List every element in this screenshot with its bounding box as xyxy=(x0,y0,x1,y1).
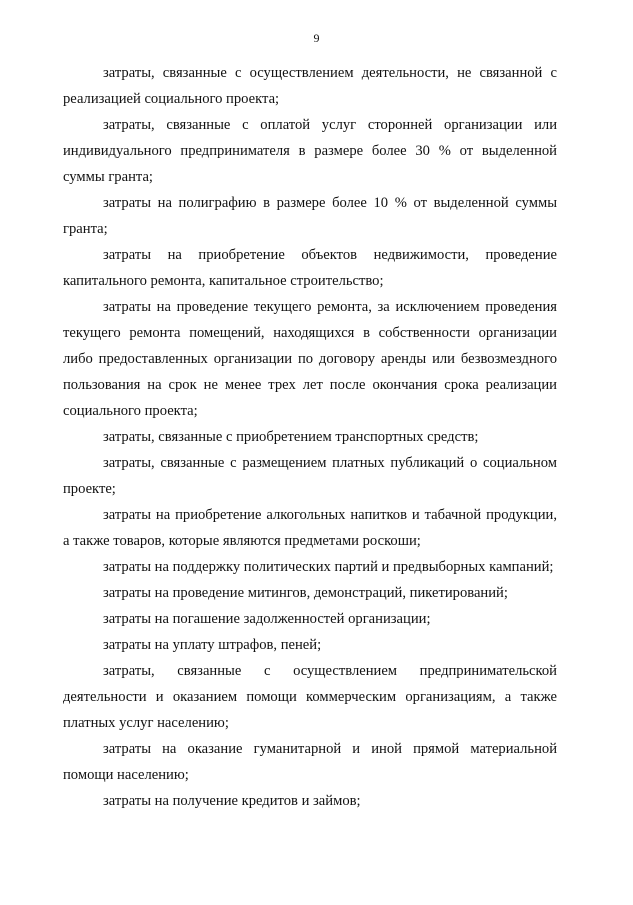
paragraph-third-party-services-costs: затраты, связанные с оплатой услуг сторонней организации или индивидуального предпринимателя в размере более 30 % от выделенной суммы гранта; xyxy=(63,117,557,185)
page-number: 9 xyxy=(313,31,320,45)
paragraph-current-repair-costs: затраты на проведение текущего ремонта, за исключением проведения текущего ремонта помещений, находящихся в собственности организации либо предоставленных организации по договору аренды или безвозмездного пользования на срок не менее трех лет после окончания срока реализации социального проекта; xyxy=(63,299,557,419)
paragraph-humanitarian-aid-costs: затраты на оказание гуманитарной и иной прямой материальной помощи населению; xyxy=(63,741,557,783)
paragraph-loans-costs: затраты на получение кредитов и займов; xyxy=(103,793,361,809)
paragraph-printing-costs: затраты на полиграфию в размере более 10 % от выделенной суммы гранта; xyxy=(63,195,557,237)
paragraph-business-activity-costs: затраты, связанные с осуществлением предпринимательской деятельности и оказанием помощи коммерческим организациям, а также платных услуг населению; xyxy=(63,663,557,731)
paragraph-rally-costs: затраты на проведение митингов, демонстраций, пикетирований; xyxy=(103,585,508,601)
paragraph-real-estate-costs: затраты на приобретение объектов недвижимости, проведение капитального ремонта, капитальное строительство; xyxy=(63,247,557,289)
paragraph-debt-repayment-costs: затраты на погашение задолженностей организации; xyxy=(103,611,431,627)
paragraph-fines-costs: затраты на уплату штрафов, пеней; xyxy=(103,637,322,653)
paragraph-luxury-goods-costs: затраты на приобретение алкогольных напитков и табачной продукции, а также товаров, которые являются предметами роскоши; xyxy=(63,507,557,549)
paragraph-vehicle-costs: затраты, связанные с приобретением транспортных средств; xyxy=(103,429,479,445)
document-body xyxy=(63,60,557,814)
paragraph-political-support-costs: затраты на поддержку политических партий и предвыборных кампаний; xyxy=(103,559,554,575)
paragraph-paid-publication-costs: затраты, связанные с размещением платных публикаций о социальном проекте; xyxy=(63,455,557,497)
paragraph-non-project-activity-costs: затраты, связанные с осуществлением деятельности, не связанной с реализацией социального проекта; xyxy=(63,65,557,107)
